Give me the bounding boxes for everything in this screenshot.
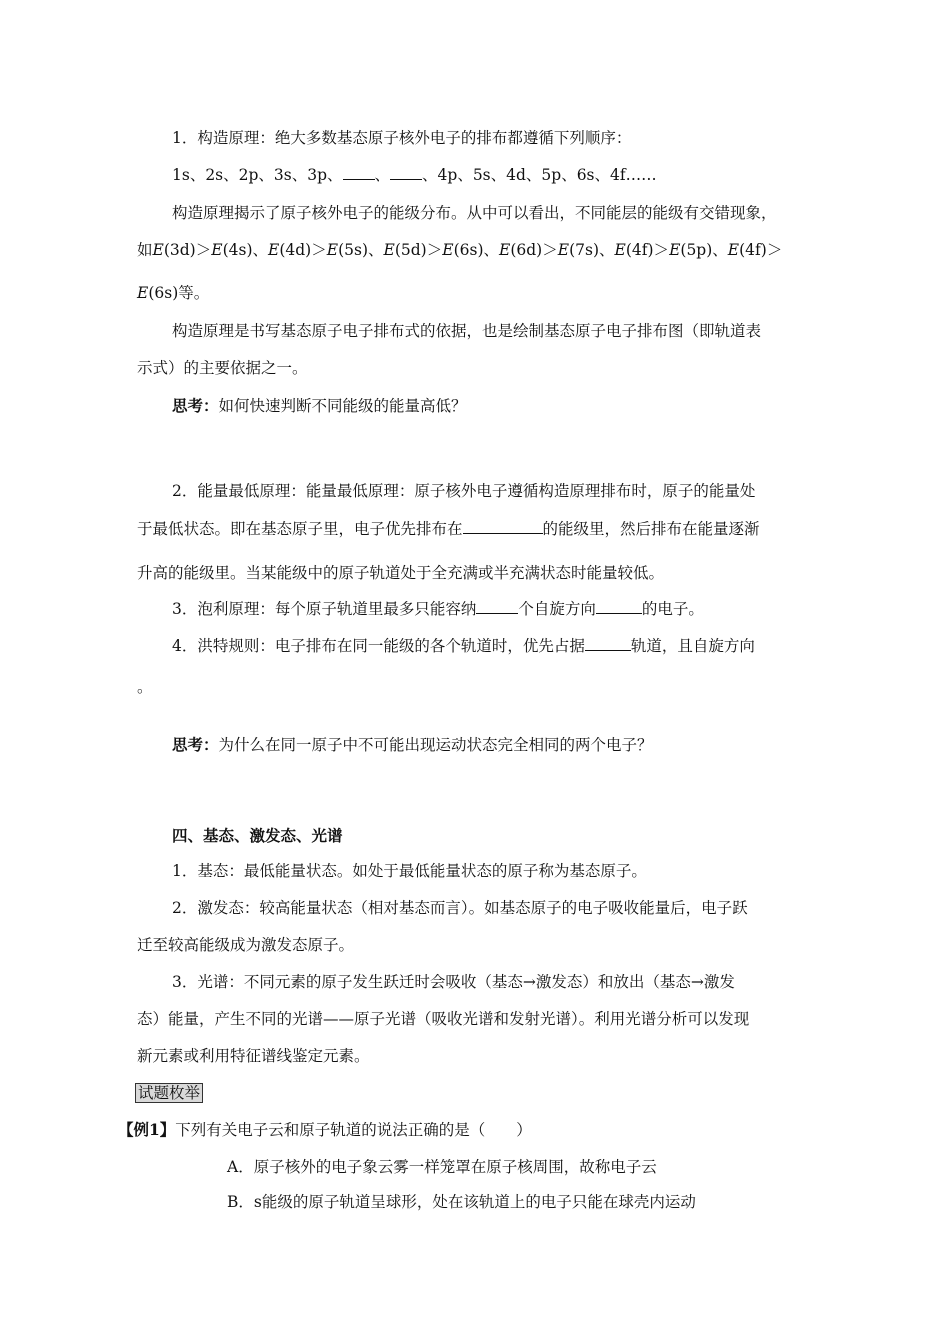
level-right: (7s) bbox=[569, 241, 599, 259]
energy-symbol: E bbox=[499, 241, 511, 259]
greater-than: ＞ bbox=[542, 241, 558, 259]
blank-6[interactable] bbox=[585, 636, 631, 651]
energy-symbol: E bbox=[669, 241, 681, 259]
greater-than: ＞ bbox=[311, 241, 327, 259]
exercise-tag: 试题枚举 bbox=[135, 1083, 203, 1103]
separator: 、 bbox=[368, 241, 384, 259]
para2-line2: 示式）的主要依据之一。 bbox=[137, 359, 308, 377]
level-right: (5p) bbox=[680, 241, 713, 259]
greater-than: ＞ bbox=[766, 241, 783, 259]
para1-line1: 构造原理揭示了原子核外电子的能级分布。从中可以看出，不同能层的能级有交错现象， bbox=[172, 204, 777, 222]
section-heading-4: 四、基态、激发态、光谱 bbox=[172, 826, 343, 845]
separator: 、 bbox=[252, 241, 269, 259]
separator: 、 bbox=[712, 241, 728, 259]
excited-state-line2: 迁至较高能级成为激发态原子。 bbox=[137, 936, 355, 954]
example-1: 【例1】下列有关电子云和原子轨道的说法正确的是（ ） bbox=[118, 1120, 532, 1139]
para1-line3: E(6s)等。 bbox=[137, 284, 210, 302]
energy-symbol: E bbox=[557, 241, 570, 259]
energy-symbol: E bbox=[211, 241, 223, 259]
section4-line1: 4．洪特规则：电子排布在同一能级的各个轨道时，优先占据 轨道，且自旋方向 bbox=[172, 637, 755, 655]
level-left: (6d) bbox=[510, 241, 543, 259]
section1-title: 1．构造原理：绝大多数基态原子核外电子的排布都遵循下列顺序： bbox=[172, 129, 632, 147]
option-b[interactable]: B．s能级的原子轨道呈球形，处在该轨道上的电子只能在球壳内运动 bbox=[227, 1193, 696, 1211]
energy-symbol: E bbox=[442, 241, 454, 259]
para1-line2: 如E(3d)＞E(4s)、E(4d)＞E(5s)、E(5d)＞E(6s)、E(6d)＞E(7s)、E(4f)＞E(5p)、E(4f)＞ bbox=[137, 241, 783, 259]
level-left: (4f) bbox=[625, 241, 654, 259]
blank-1[interactable] bbox=[343, 165, 375, 180]
excited-state-line1: 2．激发态：较高能量状态（相对基态而言）。如基态原子的电子吸收能量后，电子跃 bbox=[172, 899, 748, 917]
spectrum-line1: 3．光谱：不同元素的原子发生跃迁时会吸收（基态→激发态）和放出（基态→激发 bbox=[172, 973, 735, 991]
think-2: 思考：为什么在同一原子中不可能出现运动状态完全相同的两个电子？ bbox=[172, 735, 653, 754]
level-left: (4f) bbox=[739, 241, 767, 259]
energy-symbol: E bbox=[326, 241, 339, 259]
energy-symbol: E bbox=[727, 241, 740, 259]
level-left: (3d) bbox=[163, 241, 196, 259]
section2-line1: 2．能量最低原理：能量最低原理：原子核外电子遵循构造原理排布时，原子的能量处 bbox=[172, 482, 756, 500]
greater-than: ＞ bbox=[426, 241, 443, 259]
section3: 3．泡利原理：每个原子轨道里最多只能容纳 个自旋方向 的电子。 bbox=[172, 600, 704, 618]
greater-than: ＞ bbox=[653, 241, 670, 259]
level-left: (4d) bbox=[279, 241, 312, 259]
option-a[interactable]: A．原子核外的电子象云雾一样笼罩在原子核周围，故称电子云 bbox=[227, 1158, 657, 1176]
greater-than: ＞ bbox=[195, 241, 212, 259]
level-right: (5s) bbox=[338, 241, 368, 259]
ground-state: 1．基态：最低能量状态。如处于最低能量状态的原子称为基态原子。 bbox=[172, 862, 647, 880]
blank-3[interactable] bbox=[463, 519, 543, 534]
level-left: (5d) bbox=[394, 241, 427, 259]
blank-5[interactable] bbox=[596, 599, 642, 614]
blank-4[interactable] bbox=[476, 599, 518, 614]
separator: 、 bbox=[599, 241, 615, 259]
energy-symbol: E bbox=[152, 241, 164, 259]
energy-symbol: E bbox=[614, 241, 626, 259]
section2-line3: 升高的能级里。当某能级中的原子轨道处于全充满或半充满状态时能量较低。 bbox=[137, 564, 665, 582]
think-1: 思考：如何快速判断不同能级的能量高低？ bbox=[172, 396, 467, 415]
energy-symbol: E bbox=[268, 241, 280, 259]
para2-line1: 构造原理是书写基态原子电子排布式的依据，也是绘制基态原子电子排布图（即轨道表 bbox=[172, 322, 762, 340]
section2-line2: 于最低状态。即在基态原子里，电子优先排布在 的能级里，然后排布在能量逐渐 bbox=[137, 520, 760, 538]
level-right: (6s) bbox=[453, 241, 484, 259]
level-right: (4s) bbox=[222, 241, 253, 259]
spectrum-line2: 态）能量，产生不同的光谱——原子光谱（吸收光谱和发射光谱）。利用光谱分析可以发现 bbox=[137, 1010, 750, 1028]
spectrum-line3: 新元素或利用特征谱线鉴定元素。 bbox=[137, 1047, 370, 1065]
blank-2[interactable] bbox=[390, 165, 422, 180]
energy-symbol: E bbox=[383, 241, 395, 259]
separator: 、 bbox=[483, 241, 500, 259]
section4-line2: 。 bbox=[137, 678, 153, 696]
energy-order: 1s、2s、2p、3s、3p、 、 、4p、5s、4d、5p、6s、4f…… bbox=[172, 166, 657, 184]
